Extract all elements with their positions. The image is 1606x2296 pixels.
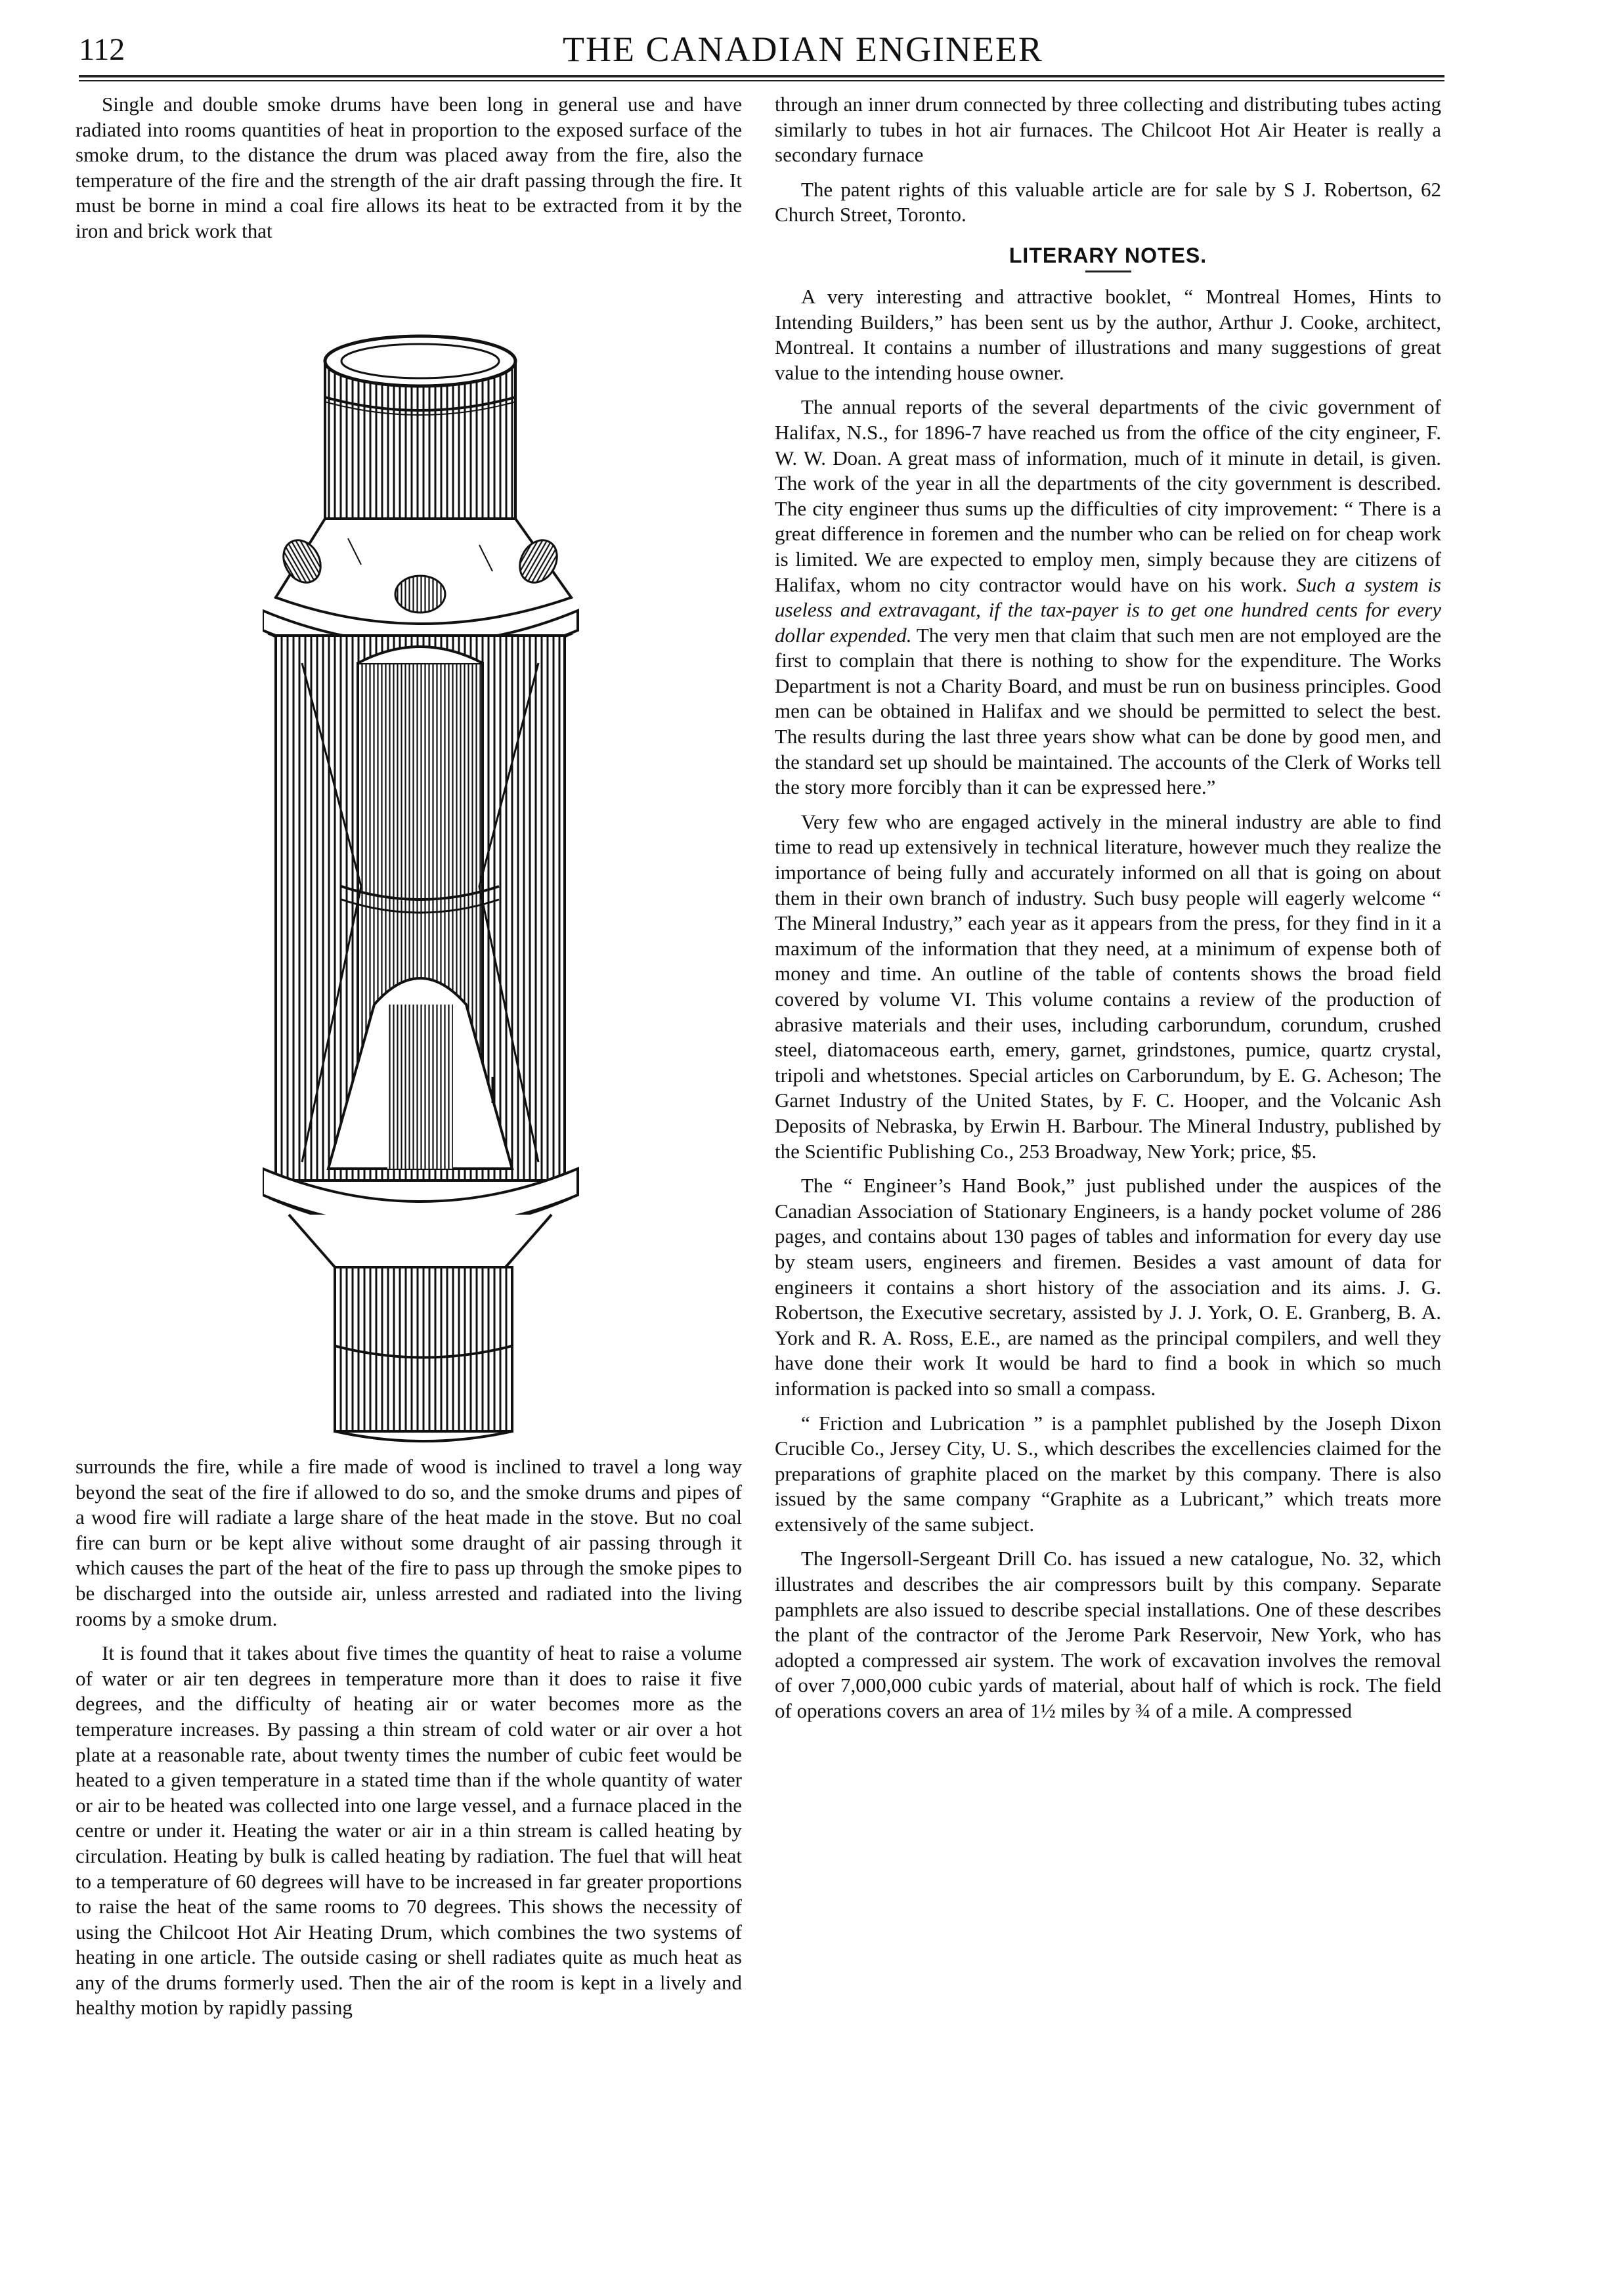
heating-drum-illustration: [263, 322, 630, 1451]
paragraph-friction-lubrication: “ Friction and Lubrication ” is a pamphlet published by the Joseph Dixon Crucible Co., Jersey City, U. S., which describes the excellencies claimed for the preparations of graphite placed on the market by this company. There is also issued by the same company “Graphite as a Lubricant,” which treats more extensively of the same subject.: [775, 1411, 1441, 1536]
paragraph-smoke-drums: Single and double smoke drums have been long in general use and have radiated into rooms quantities of heat in proportion to the exposed surface of the smoke drum, to the distance the drum was placed away from the fire, also the temperature of the fire and the strength of the air draft passing through the fire. It must be borne in mind a coal fire allows its heat to be extracted from it by the iron and brick work that: [76, 93, 742, 242]
right-column: [775, 92, 1441, 1733]
paragraph-circulation: It is found that it takes about five times the quantity of heat to raise a volume of water or air ten degrees in temperature more than it does to raise it five degrees, and the difficulty of heating air or water becomes more as the temperature increases. By passing a thin stream of cold water or air over a hot plate at a reasonable rate, about twenty times the number of cubic feet would be heated to a given temperature in a stated time than if the whole quantity of water or air to be heated was collected into one large vessel, and a furnace placed in the centre or under it. Heating the water or air in a thin stream is called heating by circulation. Heating by bulk is called heating by radiation. The fuel that will heat to a temperature of 60 degrees will have to be increased in far greater proportions to raise the heat of the same rooms to 70 degrees. This shows the necessity of using the Chilcoot Hot Air Heating Drum, which combines the two systems of heating in one article. The outside casing or shell radiates quite as much heat as any of the drums formerly used. Then the air of the room is kept in a lively and healthy motion by rapidly passing: [76, 1641, 742, 2020]
paragraph-ingersoll-sergeant: The Ingersoll-Sergeant Drill Co. has issued a new catalogue, No. 32, which illustrates and describes the air compressors built by this company. Separate pamphlets are also issued to describe special installations. One of these describes the plant of the contractor of the Jerome Park Reservoir, New York, who has adopted a compressed air system. The work of excavation involves the removal of over 7,000,000 cubic yards of material, about half of which is rock. The field of operations covers an area of 1½ miles by ¾ of a mile. A compressed: [775, 1547, 1441, 1723]
halifax-text: The annual reports of the several departments of the civic government of Halifax, N.S., for 1896-7 have reached us from the office of the city engineer, F. W. W. Doan. A great mass of information, much of it minute in detail, is given. The work of the year in all the departments of the city government is described. The city engineer thus sums up the difficulties of city improvement: “ There is a great difference in foremen and the number who can be relied on for cheap work is limited. We are expected to employ men, simply because they are citizens of Halifax, whom no city contractor would have on his work.: [775, 395, 1441, 596]
paragraph-wood-fire: surrounds the fire, while a fire made of wood is inclined to travel a long way beyond the seat of the fire if allowed to do so, and the smoke drums and pipes of a wood fire will radiate a large share of the heat made in the stove. But no coal fire can burn or be kept alive without some draught of air passing through it which causes the part of the heat of the fire to pass up through the smoke pipes to be discharged into the outside air, unless arrested and radiated into the living rooms by a smoke drum.: [76, 1455, 742, 1630]
paragraph-halifax-reports: [775, 395, 1441, 800]
left-column-top: [76, 92, 742, 253]
paragraph-chilcoot-continued: through an inner drum connected by three collecting and distributing tubes acting similarly to tubes in hot air furnaces. The Chilcoot Hot Air Heater is really a secondary furnace: [775, 93, 1441, 167]
header-rule: [79, 75, 1444, 77]
paragraph-montreal-homes: A very interesting and attractive booklet, “ Montreal Homes, Hints to Intending Builders,” has been sent us by the author, Arthur J. Cooke, architect, Montreal. It contains a number of illustrations and many suggestions of great value to the intending house owner.: [775, 284, 1441, 384]
heading-rule: [1085, 271, 1131, 272]
paragraph-engineers-hand-book: The “ Engineer’s Hand Book,” just published under the auspices of the Canadian Association of Stationary Engineers, is a handy pocket volume of 286 pages, and contains about 130 pages of tables and information for every day use by steam users, engineers and firemen. Besides a vast amount of data for engineers it contains a short history of the association and its aims. J. G. Robertson, the Executive secretary, assisted by J. J. York, O. E. Granberg, B. A. York and R. A. Ross, E.E., are named as the principal compilers, and well they have done their work It would be hard to find a book in which so much information is packed into so small a compass.: [775, 1174, 1441, 1400]
paragraph-mineral-industry: Very few who are engaged actively in the mineral industry are able to find time to read up extensively in technical literature, however much they realize the importance of being fully and accurately informed on all that is going on about them in their own branch of industry. Such busy people will eagerly welcome “ The Mineral Industry,” each year as it appears from the press, for they find in it a maximum of the information that they need, at a minimum of expense both of money and time. An outline of the table of contents shows the broad field covered by volume VI. This volume contains a review of the production of abrasive materials and their uses, including carborundum, corundum, crushed steel, diatomaceous earth, emery, garnet, grindstones, pumice, quartz crystal, tripoli and whetstones. Special articles on Carborundum, by E. G. Acheson; The Garnet Industry of the United States, by F. C. Hooper, and the Volcanic Ash Deposits of Nebraska, by Erwin H. Barbour. The Mineral Industry, published by the Scientific Publishing Co., 253 Broadway, New York; price, $5.: [775, 810, 1441, 1163]
halifax-italic-quote: Such a system is useless and extravagant, if the tax-payer is to get one hundred cents for every dollar expended.: [775, 573, 1441, 647]
header-rule-thin: [79, 80, 1444, 81]
halifax-text-tail: The very men that claim that such men are not employed are the first to complain that there is nothing to show for the expenditure. The Works Department is not a Charity Board, and must be run on business principles. Good men can be obtained in Halifax and we should be permitted to select the best. The results during the last three years show what can be done by good men, and the standard set up should be maintained. The accounts of the Clerk of Works tell the story more forcibly than it can be expressed here.”: [775, 623, 1441, 799]
page-header: [0, 0, 1606, 85]
journal-title: THE CANADIAN ENGINEER: [563, 30, 1043, 69]
section-heading-literary-notes: LITERARY NOTES.: [1009, 243, 1207, 267]
left-column-bottom: [76, 1454, 742, 2030]
paragraph-patent-rights: The patent rights of this valuable article are for sale by S J. Robertson, 62 Church Street, Toronto.: [775, 177, 1441, 227]
page-number: 112: [79, 32, 125, 67]
